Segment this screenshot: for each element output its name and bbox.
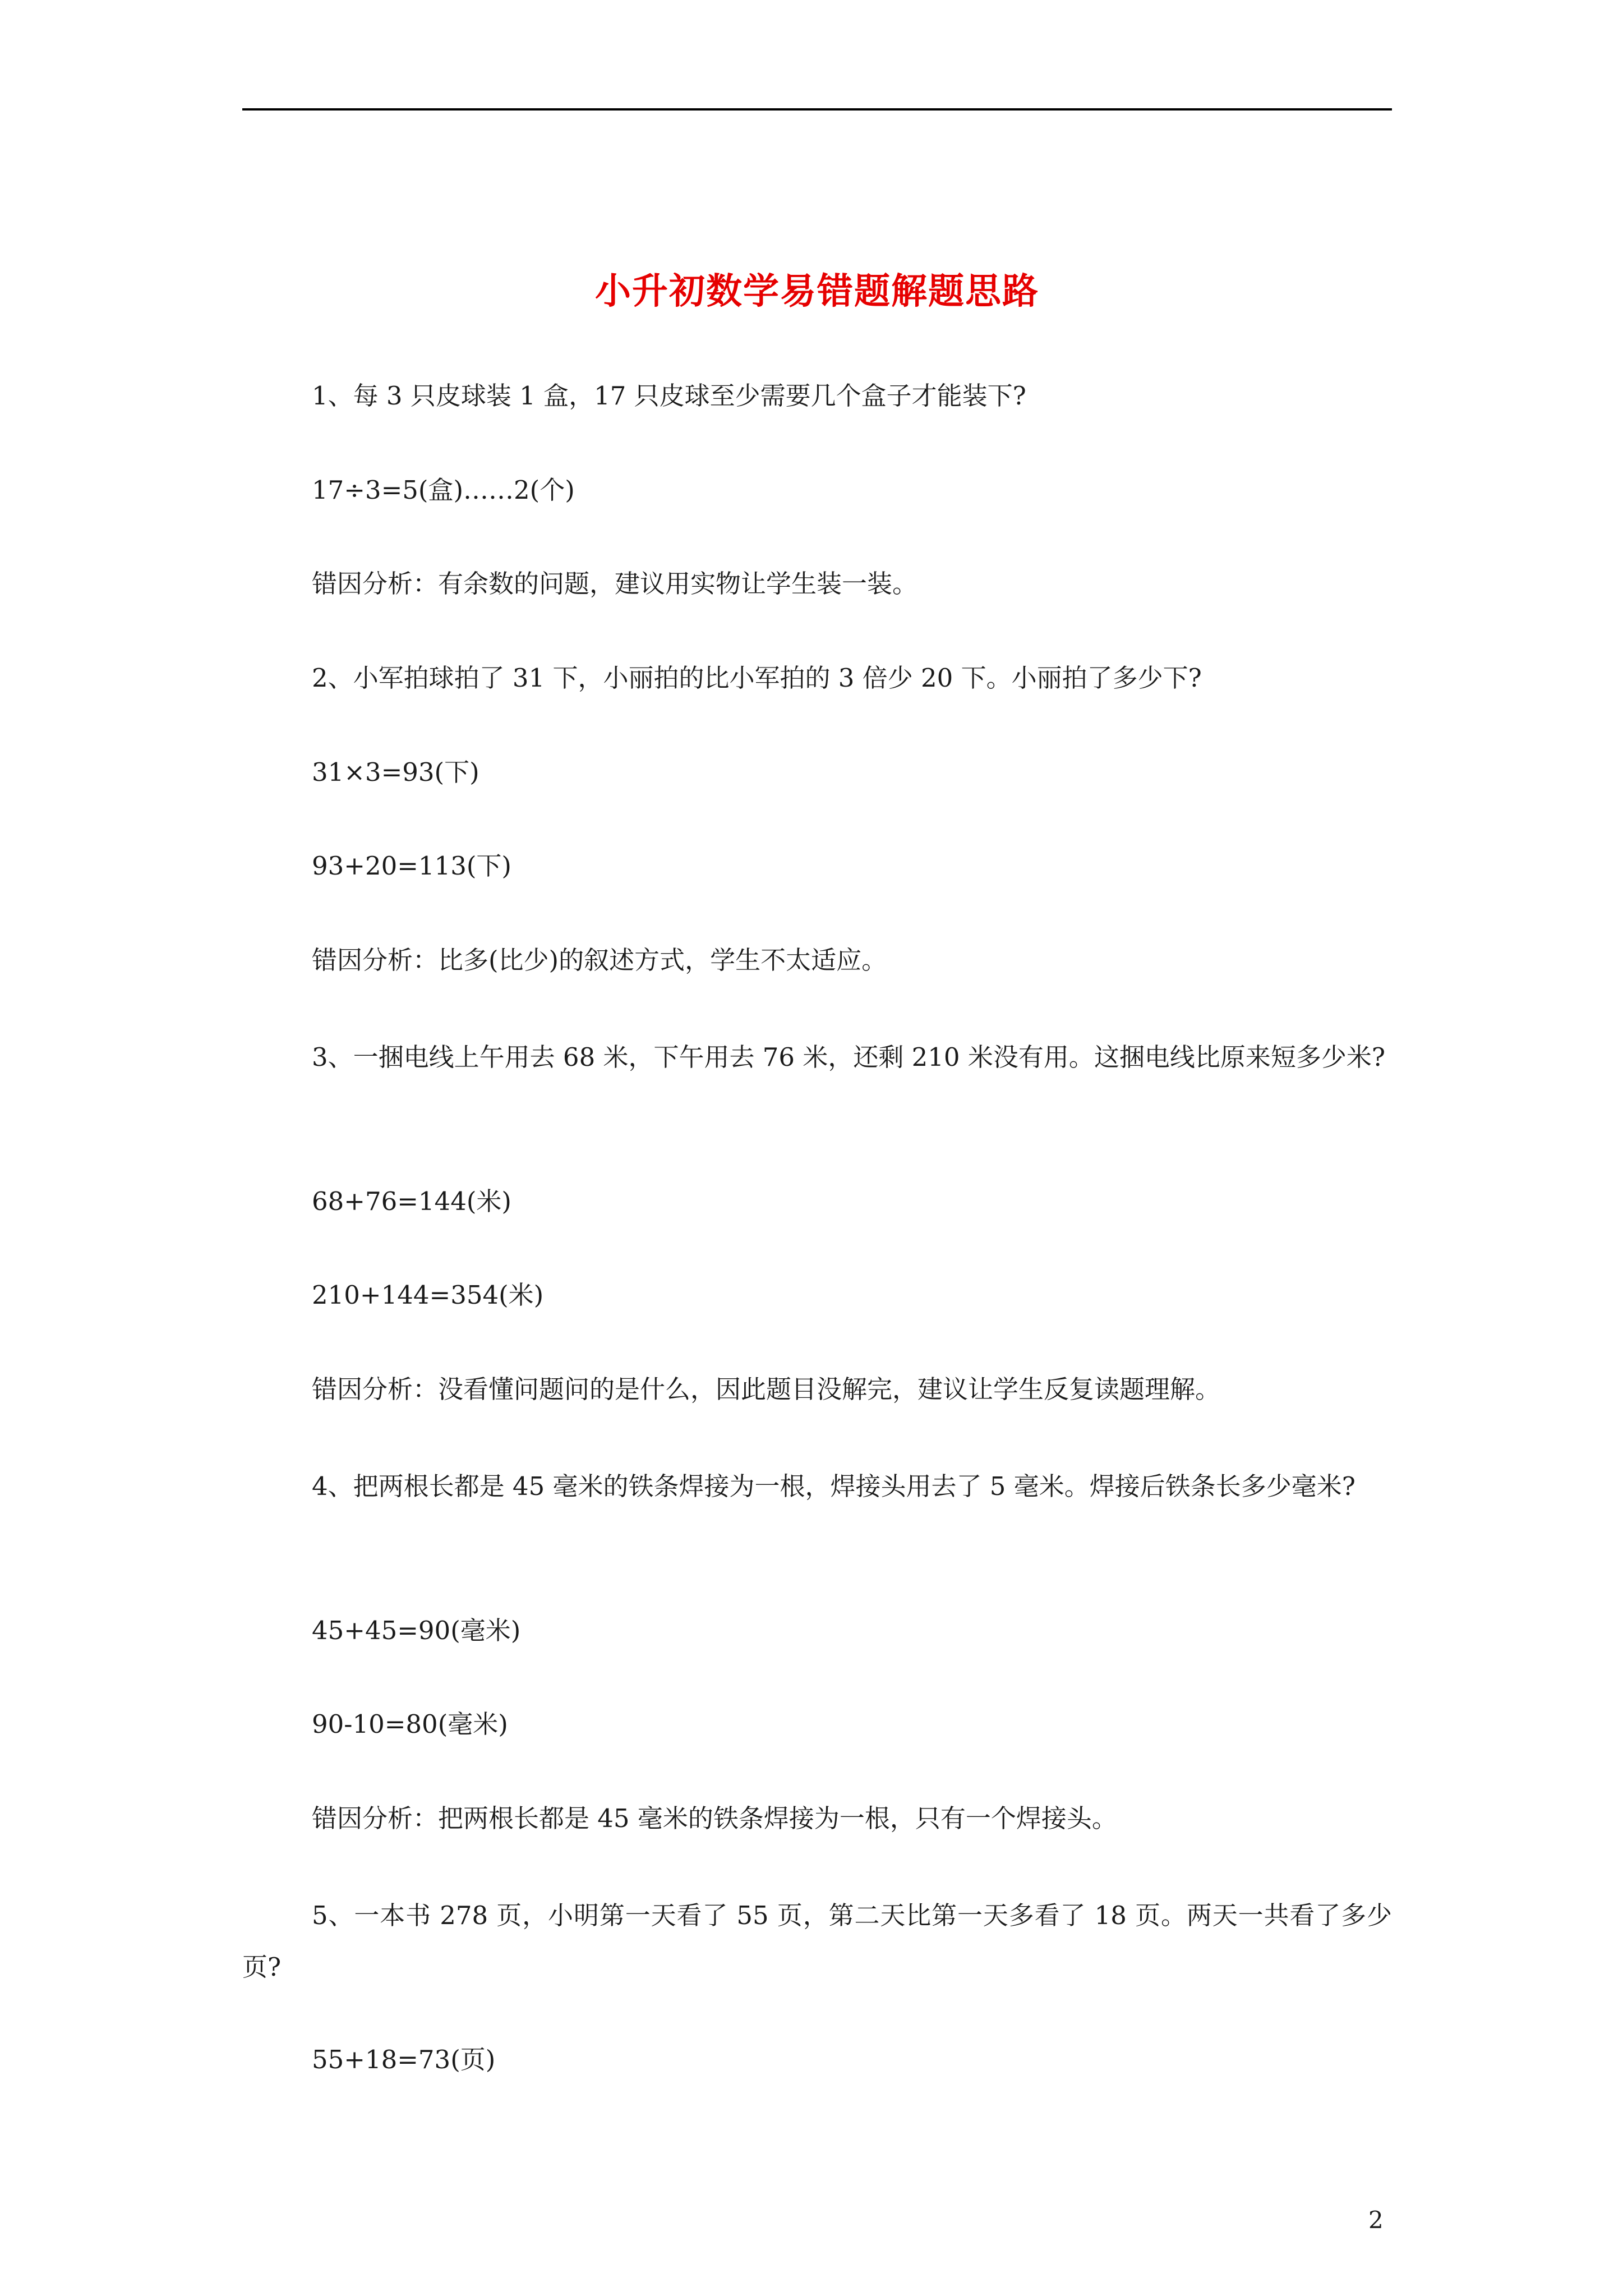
question-5-text: 5、一本书 278 页，小明第一天看了 55 页，第二天比第一天多看了 18 页。两天一共看了多少页?	[242, 1901, 1392, 1982]
question-4-analysis: 错因分析：把两根长都是 45 毫米的铁条焊接为一根，只有一个焊接头。	[312, 1803, 1117, 1833]
question-2-analysis: 错因分析：比多(比少)的叙述方式，学生不太适应。	[312, 945, 887, 975]
document-title: 小升初数学易错题解题思路	[595, 270, 1039, 312]
question-3-analysis: 错因分析：没看懂问题问的是什么，因此题目没解完，建议让学生反复读题理解。	[312, 1374, 1221, 1404]
question-2-step-2: 93+20=113(下)	[312, 851, 511, 881]
page-number: 2	[1368, 2206, 1384, 2234]
question-1-analysis: 错因分析：有余数的问题，建议用实物让学生装一装。	[312, 569, 918, 599]
question-4-text: 4、把两根长都是 45 毫米的铁条焊接为一根，焊接头用去了 5 毫米。焊接后铁条长多少毫米?	[312, 1471, 1355, 1501]
question-2-text: 2、小军拍球拍了 31 下，小丽拍的比小军拍的 3 倍少 20 下。小丽拍了多少下?	[312, 663, 1202, 693]
question-3-step-1: 68+76=144(米)	[312, 1186, 511, 1216]
question-1-step-1: 17÷3=5(盒)……2(个)	[312, 475, 575, 505]
question-4-step-1: 45+45=90(毫米)	[312, 1616, 521, 1645]
question-2-step-1: 31×3=93(下)	[312, 757, 479, 787]
question-5-step-1: 55+18=73(页)	[312, 2045, 496, 2074]
question-3-step-2: 210+144=354(米)	[312, 1280, 544, 1310]
question-1-text: 1、每 3 只皮球装 1 盒，17 只皮球至少需要几个盒子才能装下?	[312, 381, 1026, 411]
question-3-text: 3、一捆电线上午用去 68 米，下午用去 76 米，还剩 210 米没有用。这捆电线比原来短多少米?	[312, 1042, 1385, 1072]
question-4-step-2: 90-10=80(毫米)	[312, 1709, 508, 1739]
header-rule	[242, 108, 1392, 111]
